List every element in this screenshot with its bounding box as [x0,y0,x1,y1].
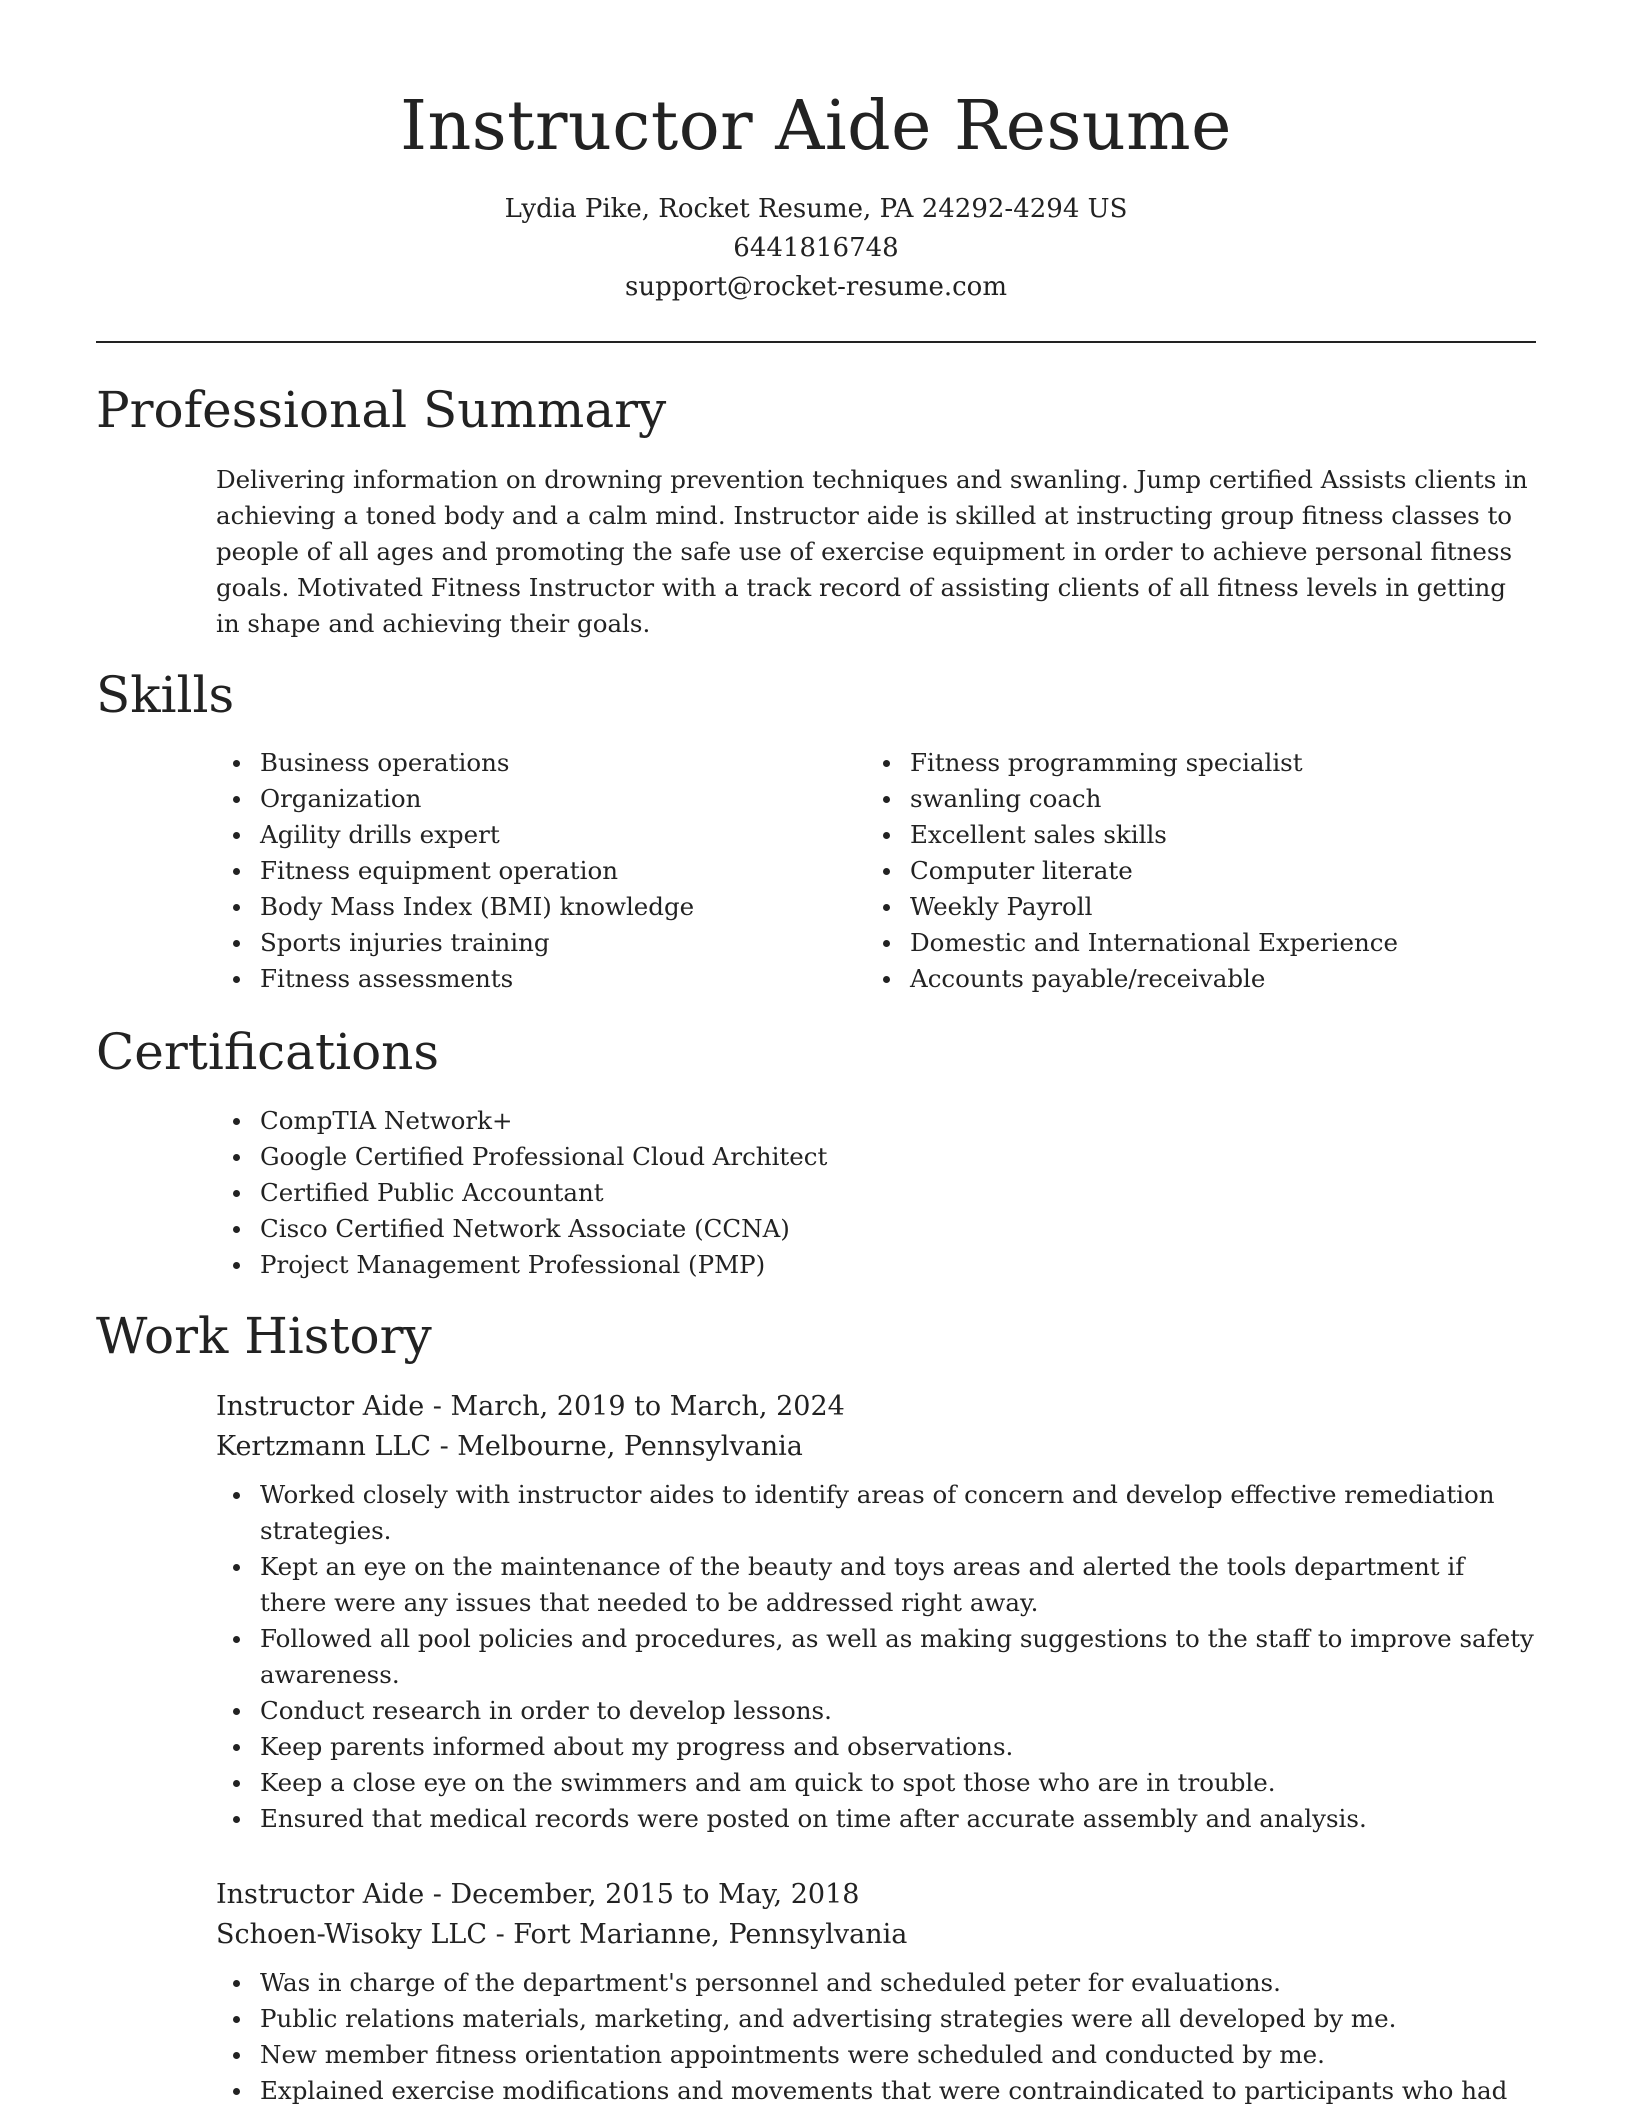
section-heading-certifications: Certifications [96,1023,440,1081]
skill-item: Business operations [216,745,856,781]
section-heading-summary: Professional Summary [96,381,667,439]
job-title-dates: Instructor Aide - December, 2015 to May, 2018 [216,1879,860,1910]
job-duty-item: Was in charge of the department's personnel and scheduled peter for evaluations. [216,1965,1536,2001]
skill-item: Weekly Payroll [866,889,1506,925]
certifications-list [216,1103,1536,1283]
certification-item: Project Management Professional (PMP) [216,1247,1536,1283]
skill-item: swanling coach [866,781,1506,817]
skill-item: Body Mass Index (BMI) knowledge [216,889,856,925]
skill-item: Accounts payable/receivable [866,961,1506,997]
header-divider [96,341,1536,343]
job-duty-item: Worked closely with instructor aides to identify areas of concern and develop effective remediation strategies. [216,1477,1536,1549]
skills-list-right [866,745,1506,997]
job-company-location: Schoen-Wisoky LLC - Fort Marianne, Pennsylvania [216,1919,908,1950]
contact-phone: 6441816748 [733,233,899,263]
job-duty-item: Kept an eye on the maintenance of the beauty and toys areas and alerted the tools department if there were any issues that needed to be addressed right away. [216,1549,1536,1621]
resume-title: Instructor Aide Resume [400,87,1232,166]
certification-item: CompTIA Network+ [216,1103,1536,1139]
skill-item: Excellent sales skills [866,817,1506,853]
job-entry [216,1875,1536,2109]
job-duty-item: Keep a close eye on the swimmers and am quick to spot those who are in trouble. [216,1765,1536,1801]
skill-item: Computer literate [866,853,1506,889]
skill-item: Domestic and International Experience [866,925,1506,961]
skill-item: Fitness assessments [216,961,856,997]
job-duties-list [216,1477,1536,1837]
skill-item: Organization [216,781,856,817]
skill-item: Fitness programming specialist [866,745,1506,781]
skill-item: Sports injuries training [216,925,856,961]
section-heading-work-history: Work History [96,1307,432,1365]
job-duty-item: New member fitness orientation appointments were scheduled and conducted by me. [216,2037,1536,2073]
contact-email: support@rocket-resume.com [624,272,1007,302]
job-duty-item: Conduct research in order to develop lessons. [216,1693,1536,1729]
job-title-dates: Instructor Aide - March, 2019 to March, 2024 [216,1391,845,1422]
summary-text: Delivering information on drowning prevention techniques and swanling. Jump certified Assists clients in achieving a toned body and a calm mind. Instructor aide is skilled at instructing group fitness classes to people of all ages and promoting the safe use of exercise equipment in order to achieve personal fitness goals. Motivated Fitness Instructor with a track record of assisting clients of all fitness levels in getting in shape and achieving their goals. [216,465,1528,638]
skill-item: Fitness equipment operation [216,853,856,889]
contact-address: Lydia Pike, Rocket Resume, PA 24292-4294 US [504,194,1128,224]
contact-block [96,190,1536,307]
certification-item: Google Certified Professional Cloud Architect [216,1139,1536,1175]
job-duties-list [216,1965,1536,2109]
section-heading-skills: Skills [96,666,235,724]
job-duty-item: Ensured that medical records were posted on time after accurate assembly and analysis. [216,1801,1536,1837]
skill-item: Agility drills expert [216,817,856,853]
job-duty-item: Explained exercise modifications and movements that were contraindicated to participants who had [216,2073,1536,2109]
job-company-location: Kertzmann LLC - Melbourne, Pennsylvania [216,1431,803,1462]
skills-list-left [216,745,856,997]
job-duty-item: Public relations materials, marketing, and advertising strategies were all developed by me. [216,2001,1536,2037]
certification-item: Certified Public Accountant [216,1175,1536,1211]
job-entry [216,1387,1536,1837]
job-duty-item: Followed all pool policies and procedures, as well as making suggestions to the staff to improve safety awareness. [216,1621,1536,1693]
job-duty-item: Keep parents informed about my progress and observations. [216,1729,1536,1765]
certification-item: Cisco Certified Network Associate (CCNA) [216,1211,1536,1247]
